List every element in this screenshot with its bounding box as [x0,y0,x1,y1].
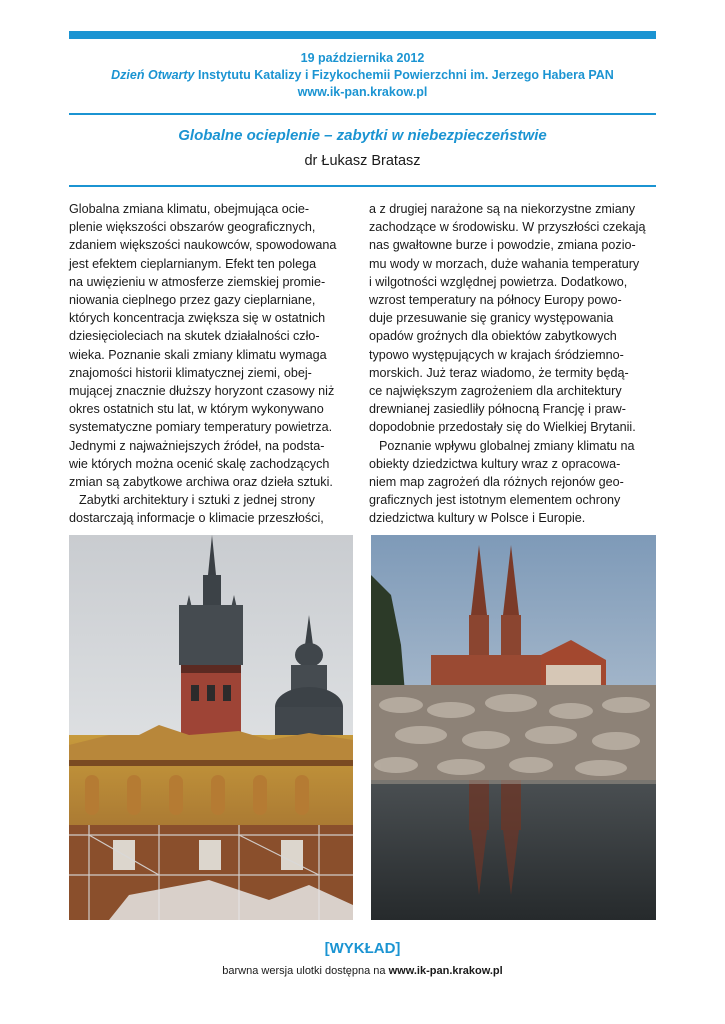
top-accent-bar [69,31,656,39]
text-line: Zabytki architektury i sztuki z jednej strony [79,493,315,508]
footer-website-link[interactable]: www.ik-pan.krakow.pl [388,965,503,977]
event-name-italic: Dzień Otwarty [111,68,195,82]
text-line: których koncentracja zwiększa się w ostatnich [69,311,326,326]
article-column-right [369,200,656,528]
lecture-label: [WYKŁAD] [324,940,401,957]
article-column-left [69,200,356,528]
event-website[interactable]: www.ik-pan.krakow.pl [297,85,428,99]
text-line: opadów groźnych dla obiektów zabytkowych [369,329,617,344]
text-line: znajomości historii klimatycznej ziemi, obej- [69,365,312,380]
text-line: dziesięcioleciach na skutek działalności czło- [69,329,320,344]
text-line: graficznych jest istotnym elementem ochrony [369,493,621,508]
text-line: systematyczne pomiary temperatury powietrza. [69,420,333,435]
text-line: dziedzictwa kultury w Polsce i Europie. [369,511,586,526]
article-paragraph [69,200,356,528]
text-line: zdaniem większości naukowców, spowodowana [69,238,337,253]
text-line: niowania cieplnego przez gazy cieplarniane, [69,293,316,308]
event-header [69,50,656,101]
text-line: wie których można ocenić skalę zachodzących [69,456,330,471]
text-line: drewnianej zasiedliły północną Francję i praw- [369,402,626,417]
event-name [69,67,656,84]
text-line: dopodobnie przedostały się do Wielkiej Brytanii. [369,420,636,435]
footer-note-text: barwna wersja ulotki dostępna na [222,965,389,977]
text-line: okres ostatnich stu lat, w którym wykonywano [69,402,324,417]
text-line: zachodzące w środowisku. W przyszłości czekają [369,220,646,235]
text-line: i wilgotności względnej powietrza. Dodatkowo, [369,274,628,289]
text-line: nas gwałtowne burze i powodzie, zmiana pozio- [369,238,636,253]
text-line: zmian są zabytkowe archiwa oraz dzieła sztuki. [69,475,333,490]
text-line: wzrost temperatury na północy Europy powo- [369,293,622,308]
church-tower-restoration-photo [69,535,353,920]
text-line: a z drugiej narażone są na niekorzystne zmiany [369,202,636,216]
article-author: dr Łukasz Bratasz [304,153,421,169]
article-title: Globalne ocieplenie – zabytki w niebezpieczeństwie [178,127,547,144]
header-divider [69,113,656,115]
text-line: morskich. Już teraz wiadomo, że termity będą- [369,365,629,380]
text-line: jest efektem cieplarnianym. Efekt ten polega [69,256,317,271]
text-line: Poznanie wpływu globalnej zmiany klimatu na [379,438,635,453]
flooded-cathedral-photo [371,535,656,920]
text-line: wieka. Poznanie skali zmiany klimatu wymaga [69,347,327,362]
text-line: duje przesuwanie się granicy występowania [369,311,614,326]
event-name-rest: Instytutu Katalizy i Fizykochemii Powierzchni im. Jerzego Habera PAN [194,68,614,82]
title-divider [69,185,656,187]
text-line: niem map zagrożeń dla różnych rejonów geo- [369,475,624,490]
text-line: mującej znacznie dłuższy horyzont czasowy niż [69,384,335,399]
text-line: Globalna zmiana klimatu, obejmująca ocie- [69,202,310,216]
text-line: obiekty dziedzictwa kultury wraz z opracowa- [369,456,621,471]
text-line: typowo występujących w krajach śródziemno- [369,347,624,362]
article-paragraph [369,200,656,528]
text-line: mu wody w morzach, duże wahania temperatury [369,256,640,271]
text-line: na uwięzieniu w atmosferze ziemskiej promie- [69,274,326,289]
text-line: dostarczają informacje o klimacie przeszłości, [69,511,324,526]
text-line: Jednymi z najważniejszych źródeł, na podsta- [69,438,325,453]
event-date: 19 października 2012 [300,51,425,65]
text-line: plenie większości obszarów geograficznych, [69,220,316,235]
text-line: ce największym zagrożeniem dla architektury [369,384,622,399]
footer-note [69,965,656,977]
